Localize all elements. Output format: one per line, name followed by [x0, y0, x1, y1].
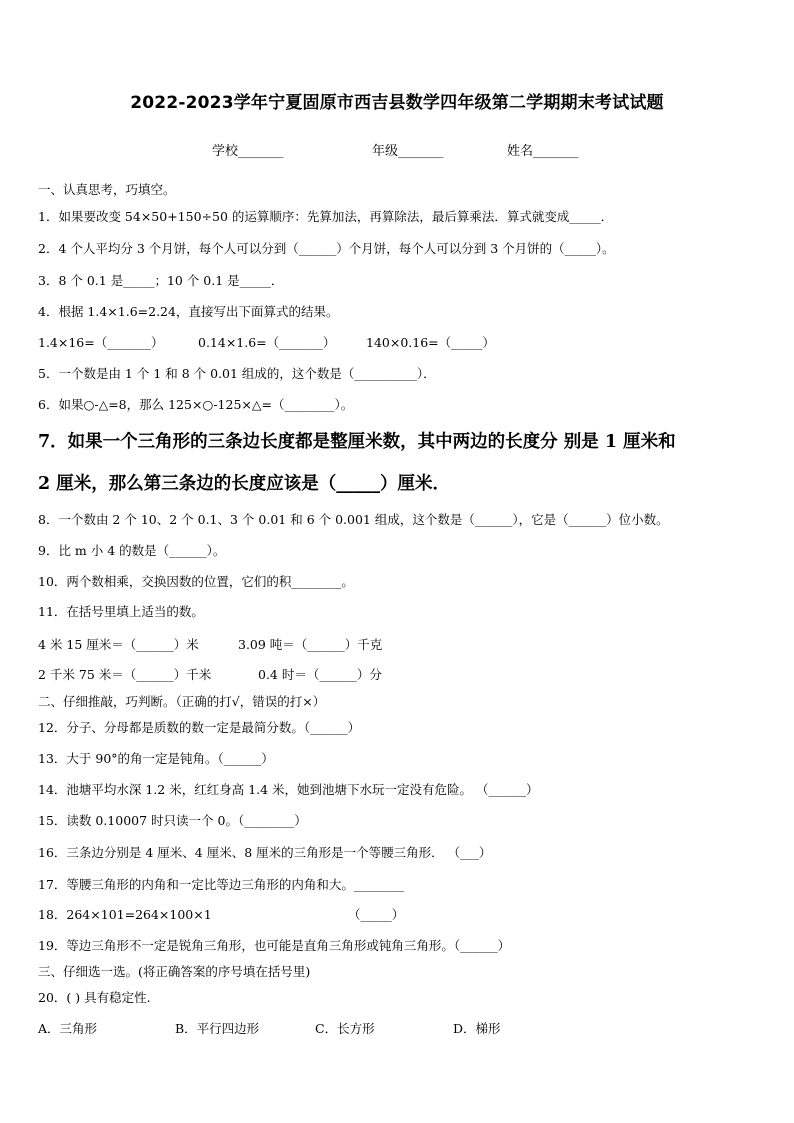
- question-19: 19．等边三角形不一定是锐角三角形，也可能是直角三角形或钝角三角形。（______）: [38, 938, 511, 953]
- question-11: 11．在括号里填上适当的数。: [38, 604, 204, 619]
- question-6: 6．如果○-△=8，那么 125×○-125×△=（________）。: [38, 397, 354, 412]
- question-11b: 3.09 吨＝（______）千克: [238, 637, 383, 652]
- question-1: 1．如果要改变 54×50+150÷50 的运算顺序：先算加法，再算除法，最后算乘法．算式就变成_____．: [38, 209, 614, 224]
- question-20: 20．( ) 具有稳定性.: [38, 990, 151, 1005]
- question-13: 13．大于 90°的角一定是钝角。（______）: [38, 751, 274, 766]
- section-1-heading: 一、认真思考，巧填空。: [38, 182, 176, 197]
- question-12: 12．分子、分母都是质数的数一定是最简分数。（______）: [38, 720, 361, 735]
- option-a: A．三角形: [38, 1021, 98, 1036]
- question-4: 4．根据 1.4×1.6=2.24，直接写出下面算式的结果。: [38, 304, 339, 319]
- question-5: 5．一个数是由 1 个 1 和 8 个 0.01 组成的，这个数是（__________）．: [38, 366, 436, 381]
- question-18: 18．264×101=264×100×1: [38, 907, 212, 922]
- option-d: D．梯形: [453, 1021, 501, 1036]
- question-11d: 0.4 时＝（______）分: [258, 667, 382, 682]
- question-2: 2．4 个人平均分 3 个月饼，每个人可以分到（______）个月饼，每个人可以分到 3 个月饼的（_____）。: [38, 241, 615, 256]
- option-c: C．长方形: [315, 1021, 375, 1036]
- question-8: 8．一个数由 2 个 10、2 个 0.1、3 个 0.01 和 6 个 0.001 组成，这个数是（______），它是（______）位小数。: [38, 512, 669, 527]
- question-10: 10．两个数相乘，交换因数的位置，它们的积________。: [38, 574, 354, 589]
- option-b: B．平行四边形: [175, 1021, 260, 1036]
- grade-field: 年级_______: [372, 144, 444, 159]
- question-7-line-1: 7．如果一个三角形的三条边长度都是整厘米数，其中两边的长度分 别是 1 厘米和: [38, 432, 676, 452]
- question-11a: 4 米 15 厘米＝（______）米: [38, 637, 199, 652]
- question-14: 14．池塘平均水深 1.2 米，红红身高 1.4 米，她到池塘下水玩一定没有危险。 （______）: [38, 782, 539, 797]
- question-9: 9．比 m 小 4 的数是（______）。: [38, 543, 226, 558]
- section-3-heading: 三、仔细选一选。(将正确答案的序号填在括号里): [38, 964, 311, 979]
- name-field: 姓名_______: [507, 144, 579, 159]
- question-3: 3．8 个 0.1 是_____；10 个 0.1 是_____．: [38, 273, 284, 288]
- question-4c: 140×0.16=（_____）: [366, 335, 495, 350]
- question-16: 16．三条边分别是 4 厘米、4 厘米、8 厘米的三角形是一个等腰三角形． （___）: [38, 845, 492, 860]
- question-15: 15．读数 0.10007 时只读一个 0。（________）: [38, 813, 307, 828]
- page-title: 2022-2023学年宁夏固原市西吉县数学四年级第二学期期末考试试题: [130, 93, 664, 113]
- question-18-answer-blank: （_____）: [348, 907, 405, 922]
- section-2-heading: 二、仔细推敲，巧判断。（正确的打√，错误的打×）: [38, 694, 326, 709]
- question-4a: 1.4×16=（_______）: [38, 335, 164, 350]
- question-17: 17．等腰三角形的内角和一定比等边三角形的内角和大。________: [38, 877, 404, 892]
- school-field: 学校_______: [212, 144, 284, 159]
- question-11c: 2 千米 75 米＝（______）千米: [38, 667, 212, 682]
- question-7-line-2: 2 厘米，那么第三条边的长度应该是（_____）厘米．: [38, 474, 451, 494]
- question-4b: 0.14×1.6=（_______）: [198, 335, 336, 350]
